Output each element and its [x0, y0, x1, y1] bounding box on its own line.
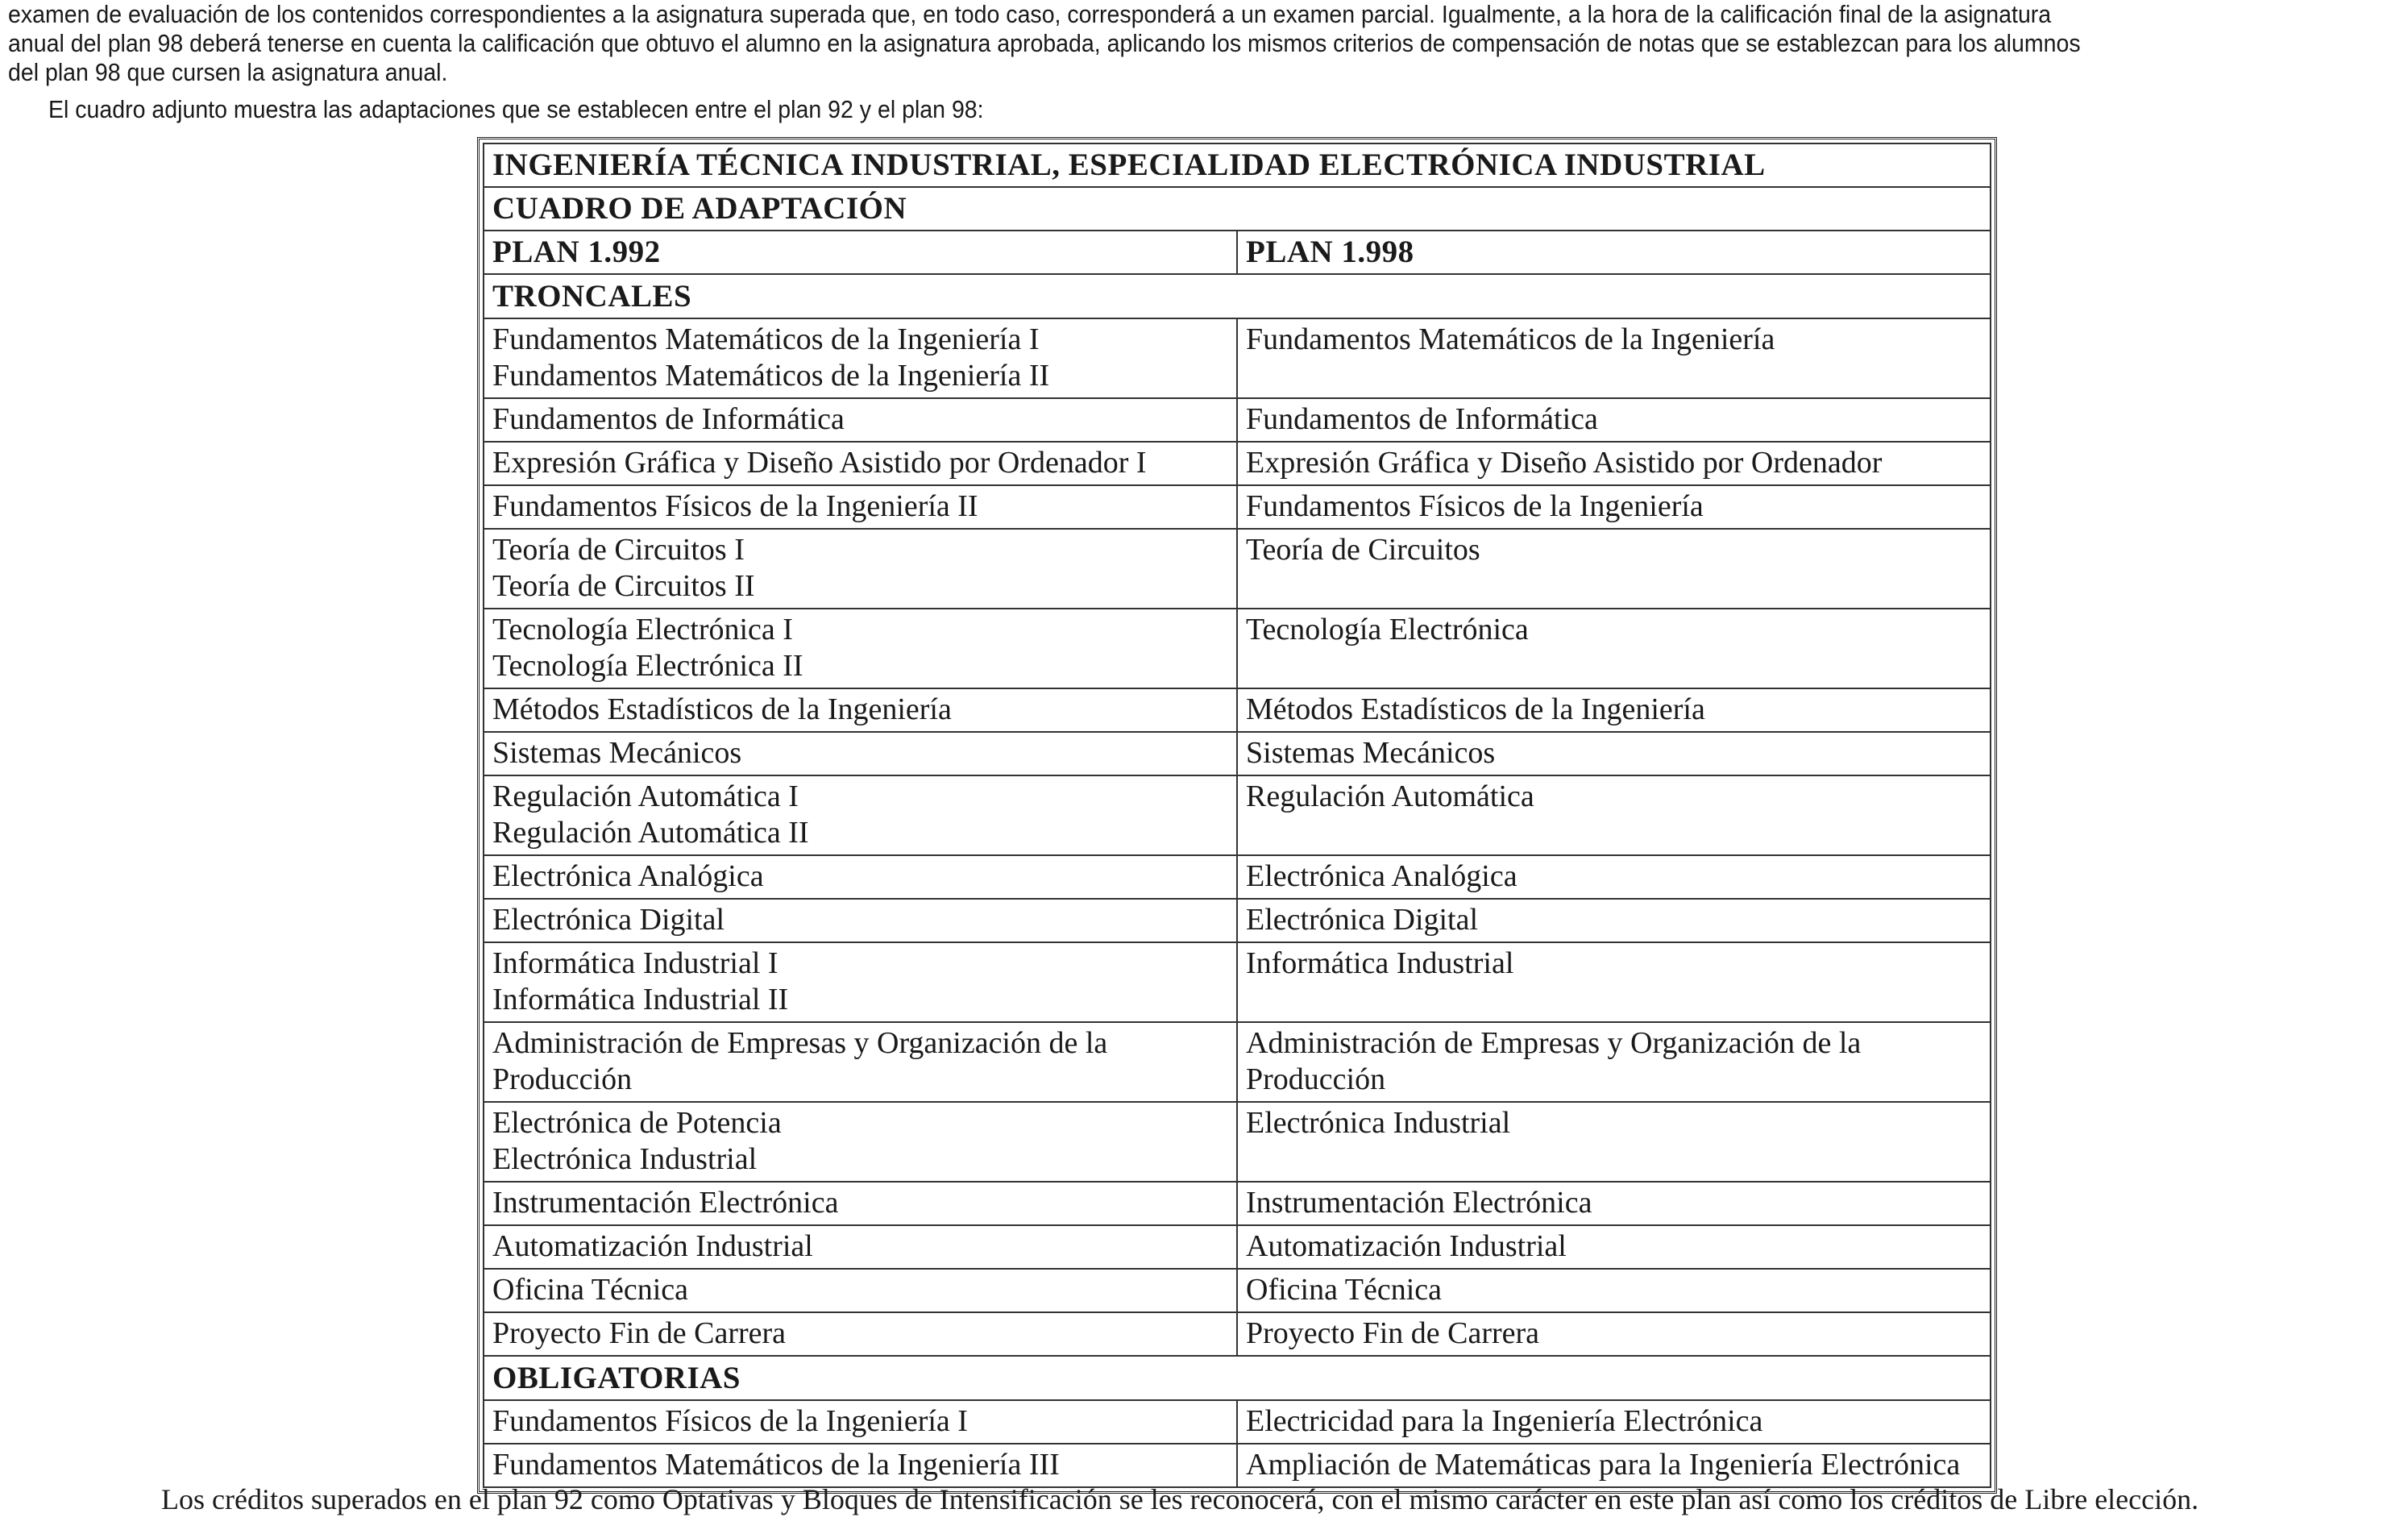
table-row — [484, 1400, 1991, 1444]
plan-1992-cell — [484, 1444, 1237, 1487]
subject-name: Fundamentos Matemáticos de la Ingeniería II — [492, 359, 1050, 393]
plan-1992-cell — [484, 1225, 1237, 1269]
subject-name: Sistemas Mecánicos — [1246, 736, 1496, 770]
plan-1998-cell — [1237, 1102, 1991, 1182]
column-header-plan-1992: PLAN 1.992 — [484, 231, 1237, 274]
table-row — [484, 1022, 1991, 1102]
table-row — [484, 775, 1991, 855]
subject-name: Tecnología Electrónica II — [492, 649, 803, 683]
intro-paragraph — [8, 0, 2181, 87]
subject-name: Oficina Técnica — [1246, 1273, 1442, 1307]
table-row — [484, 855, 1991, 899]
table-row — [484, 1182, 1991, 1225]
plan-1998-cell — [1237, 318, 1991, 398]
subject-name: Expresión Gráfica y Diseño Asistido por Ordenador I — [492, 446, 1147, 480]
plan-1992-cell — [484, 1269, 1237, 1312]
subject-name: Fundamentos de Informática — [1246, 402, 1598, 436]
section-header: OBLIGATORIAS — [484, 1356, 1991, 1400]
plan-1992-cell — [484, 688, 1237, 732]
section-header: TRONCALES — [484, 274, 1991, 318]
subject-name: Fundamentos de Informática — [492, 402, 845, 436]
subject-name: Regulación Automática — [1246, 779, 1534, 813]
plan-1992-cell — [484, 1022, 1237, 1102]
subject-name: Fundamentos Matemáticos de la Ingeniería I — [492, 322, 1040, 356]
subject-name: Administración de Empresas y Organización de la Producción — [492, 1026, 1108, 1096]
plan-1992-cell — [484, 855, 1237, 899]
subject-name: Electrónica de Potencia — [492, 1106, 782, 1140]
subject-name: Fundamentos Matemáticos de la Ingeniería III — [492, 1448, 1060, 1482]
plan-1998-cell — [1237, 688, 1991, 732]
subject-name: Teoría de Circuitos II — [492, 569, 755, 603]
table-row — [484, 1269, 1991, 1312]
table-row — [484, 942, 1991, 1022]
subject-name: Electrónica Industrial — [1246, 1106, 1511, 1140]
plan-1992-cell — [484, 529, 1237, 609]
table-row — [484, 318, 1991, 398]
plan-1992-cell — [484, 398, 1237, 442]
plan-1992-cell — [484, 1400, 1237, 1444]
plan-1992-cell — [484, 442, 1237, 485]
subject-name: Electrónica Analógica — [492, 859, 764, 893]
plan-1992-cell — [484, 1182, 1237, 1225]
subject-name: Fundamentos Físicos de la Ingeniería II — [492, 489, 978, 523]
subject-name: Instrumentación Electrónica — [492, 1186, 839, 1220]
subject-name: Teoría de Circuitos — [1246, 533, 1480, 567]
plan-1992-cell — [484, 942, 1237, 1022]
subject-name: Automatización Industrial — [492, 1229, 813, 1263]
subject-name: Regulación Automática I — [492, 779, 799, 813]
subject-name: Métodos Estadísticos de la Ingeniería — [492, 692, 952, 726]
plan-1998-cell — [1237, 855, 1991, 899]
plan-1998-cell — [1237, 1182, 1991, 1225]
plan-1992-cell — [484, 1102, 1237, 1182]
subject-name: Administración de Empresas y Organización de la Producción — [1246, 1026, 1862, 1096]
plan-1992-cell — [484, 318, 1237, 398]
subject-name: Electrónica Digital — [1246, 903, 1479, 937]
table-row — [484, 1312, 1991, 1356]
adaptation-table-frame — [477, 137, 1997, 1494]
subject-name: Ampliación de Matemáticas para la Ingeniería Electrónica — [1246, 1448, 1961, 1482]
subject-name: Proyecto Fin de Carrera — [492, 1316, 787, 1350]
plan-1998-cell — [1237, 732, 1991, 775]
plan-1998-cell — [1237, 899, 1991, 942]
plan-1998-cell — [1237, 609, 1991, 688]
plan-1998-cell — [1237, 398, 1991, 442]
table-subtitle: CUADRO DE ADAPTACIÓN — [484, 187, 1991, 231]
table-row — [484, 1102, 1991, 1182]
plan-1998-cell — [1237, 485, 1991, 529]
subject-name: Proyecto Fin de Carrera — [1246, 1316, 1540, 1350]
table-row — [484, 529, 1991, 609]
plan-1998-cell — [1237, 1225, 1991, 1269]
plan-1998-cell — [1237, 1269, 1991, 1312]
subject-name: Tecnología Electrónica I — [492, 613, 793, 646]
lead-sentence: El cuadro adjunto muestra las adaptaciones que se establecen entre el plan 92 y el plan 98: — [48, 95, 984, 123]
table-row — [484, 899, 1991, 942]
subject-name: Regulación Automática II — [492, 816, 809, 850]
subject-name: Tecnología Electrónica — [1246, 613, 1529, 646]
table-row — [484, 442, 1991, 485]
subject-name: Instrumentación Electrónica — [1246, 1186, 1592, 1220]
subject-name: Electrónica Digital — [492, 903, 725, 937]
subject-name: Fundamentos Matemáticos de la Ingeniería — [1246, 322, 1775, 356]
subject-name: Informática Industrial II — [492, 983, 789, 1016]
plan-1992-cell — [484, 485, 1237, 529]
plan-1998-cell — [1237, 775, 1991, 855]
subject-name: Automatización Industrial — [1246, 1229, 1567, 1263]
table-row — [484, 609, 1991, 688]
subject-name: Oficina Técnica — [492, 1273, 688, 1307]
table-row — [484, 688, 1991, 732]
plan-1998-cell — [1237, 1022, 1991, 1102]
plan-1992-cell — [484, 732, 1237, 775]
intro-line: del plan 98 que cursen la asignatura anual. — [8, 58, 448, 86]
plan-1998-cell — [1237, 1400, 1991, 1444]
table-row — [484, 398, 1991, 442]
adaptation-table — [483, 143, 1991, 1488]
footer-note: Los créditos superados en el plan 92 como Optativas y Bloques de Intensificación se les reconocerá, con el mismo carácter en este plan así como los créditos de Libre elección. — [161, 1483, 2199, 1515]
column-header-plan-1998: PLAN 1.998 — [1237, 231, 1991, 274]
table-row — [484, 485, 1991, 529]
subject-name: Electrónica Industrial — [492, 1142, 758, 1176]
subject-name: Informática Industrial — [1246, 946, 1514, 980]
subject-name: Informática Industrial I — [492, 946, 778, 980]
plan-1998-cell — [1237, 442, 1991, 485]
table-row — [484, 732, 1991, 775]
subject-name: Métodos Estadísticos de la Ingeniería — [1246, 692, 1705, 726]
plan-1992-cell — [484, 1312, 1237, 1356]
table-row — [484, 1444, 1991, 1487]
plan-1998-cell — [1237, 1444, 1991, 1487]
plan-1992-cell — [484, 775, 1237, 855]
subject-name: Sistemas Mecánicos — [492, 736, 742, 770]
subject-name: Fundamentos Físicos de la Ingeniería — [1246, 489, 1704, 523]
table-title: INGENIERÍA TÉCNICA INDUSTRIAL, ESPECIALIDAD ELECTRÓNICA INDUSTRIAL — [484, 143, 1991, 187]
intro-line: anual del plan 98 deberá tenerse en cuenta la calificación que obtuvo el alumno en la asignatura aprobada, aplicando los mismos criterios de compensación de notas que se establezcan para los alumnos — [8, 29, 2081, 57]
subject-name: Electrónica Analógica — [1246, 859, 1517, 893]
table-row — [484, 1225, 1991, 1269]
plan-1992-cell — [484, 899, 1237, 942]
plan-1998-cell — [1237, 529, 1991, 609]
intro-line: examen de evaluación de los contenidos correspondientes a la asignatura superada que, en todo caso, corresponderá a un examen parcial. Igualmente, a la hora de la calificación final de la asignatura — [8, 0, 2052, 28]
plan-1998-cell — [1237, 942, 1991, 1022]
plan-1998-cell — [1237, 1312, 1991, 1356]
subject-name: Electricidad para la Ingeniería Electrónica — [1246, 1404, 1763, 1438]
subject-name: Expresión Gráfica y Diseño Asistido por Ordenador — [1246, 446, 1883, 480]
subject-name: Teoría de Circuitos I — [492, 533, 745, 567]
subject-name: Fundamentos Físicos de la Ingeniería I — [492, 1404, 968, 1438]
plan-1992-cell — [484, 609, 1237, 688]
